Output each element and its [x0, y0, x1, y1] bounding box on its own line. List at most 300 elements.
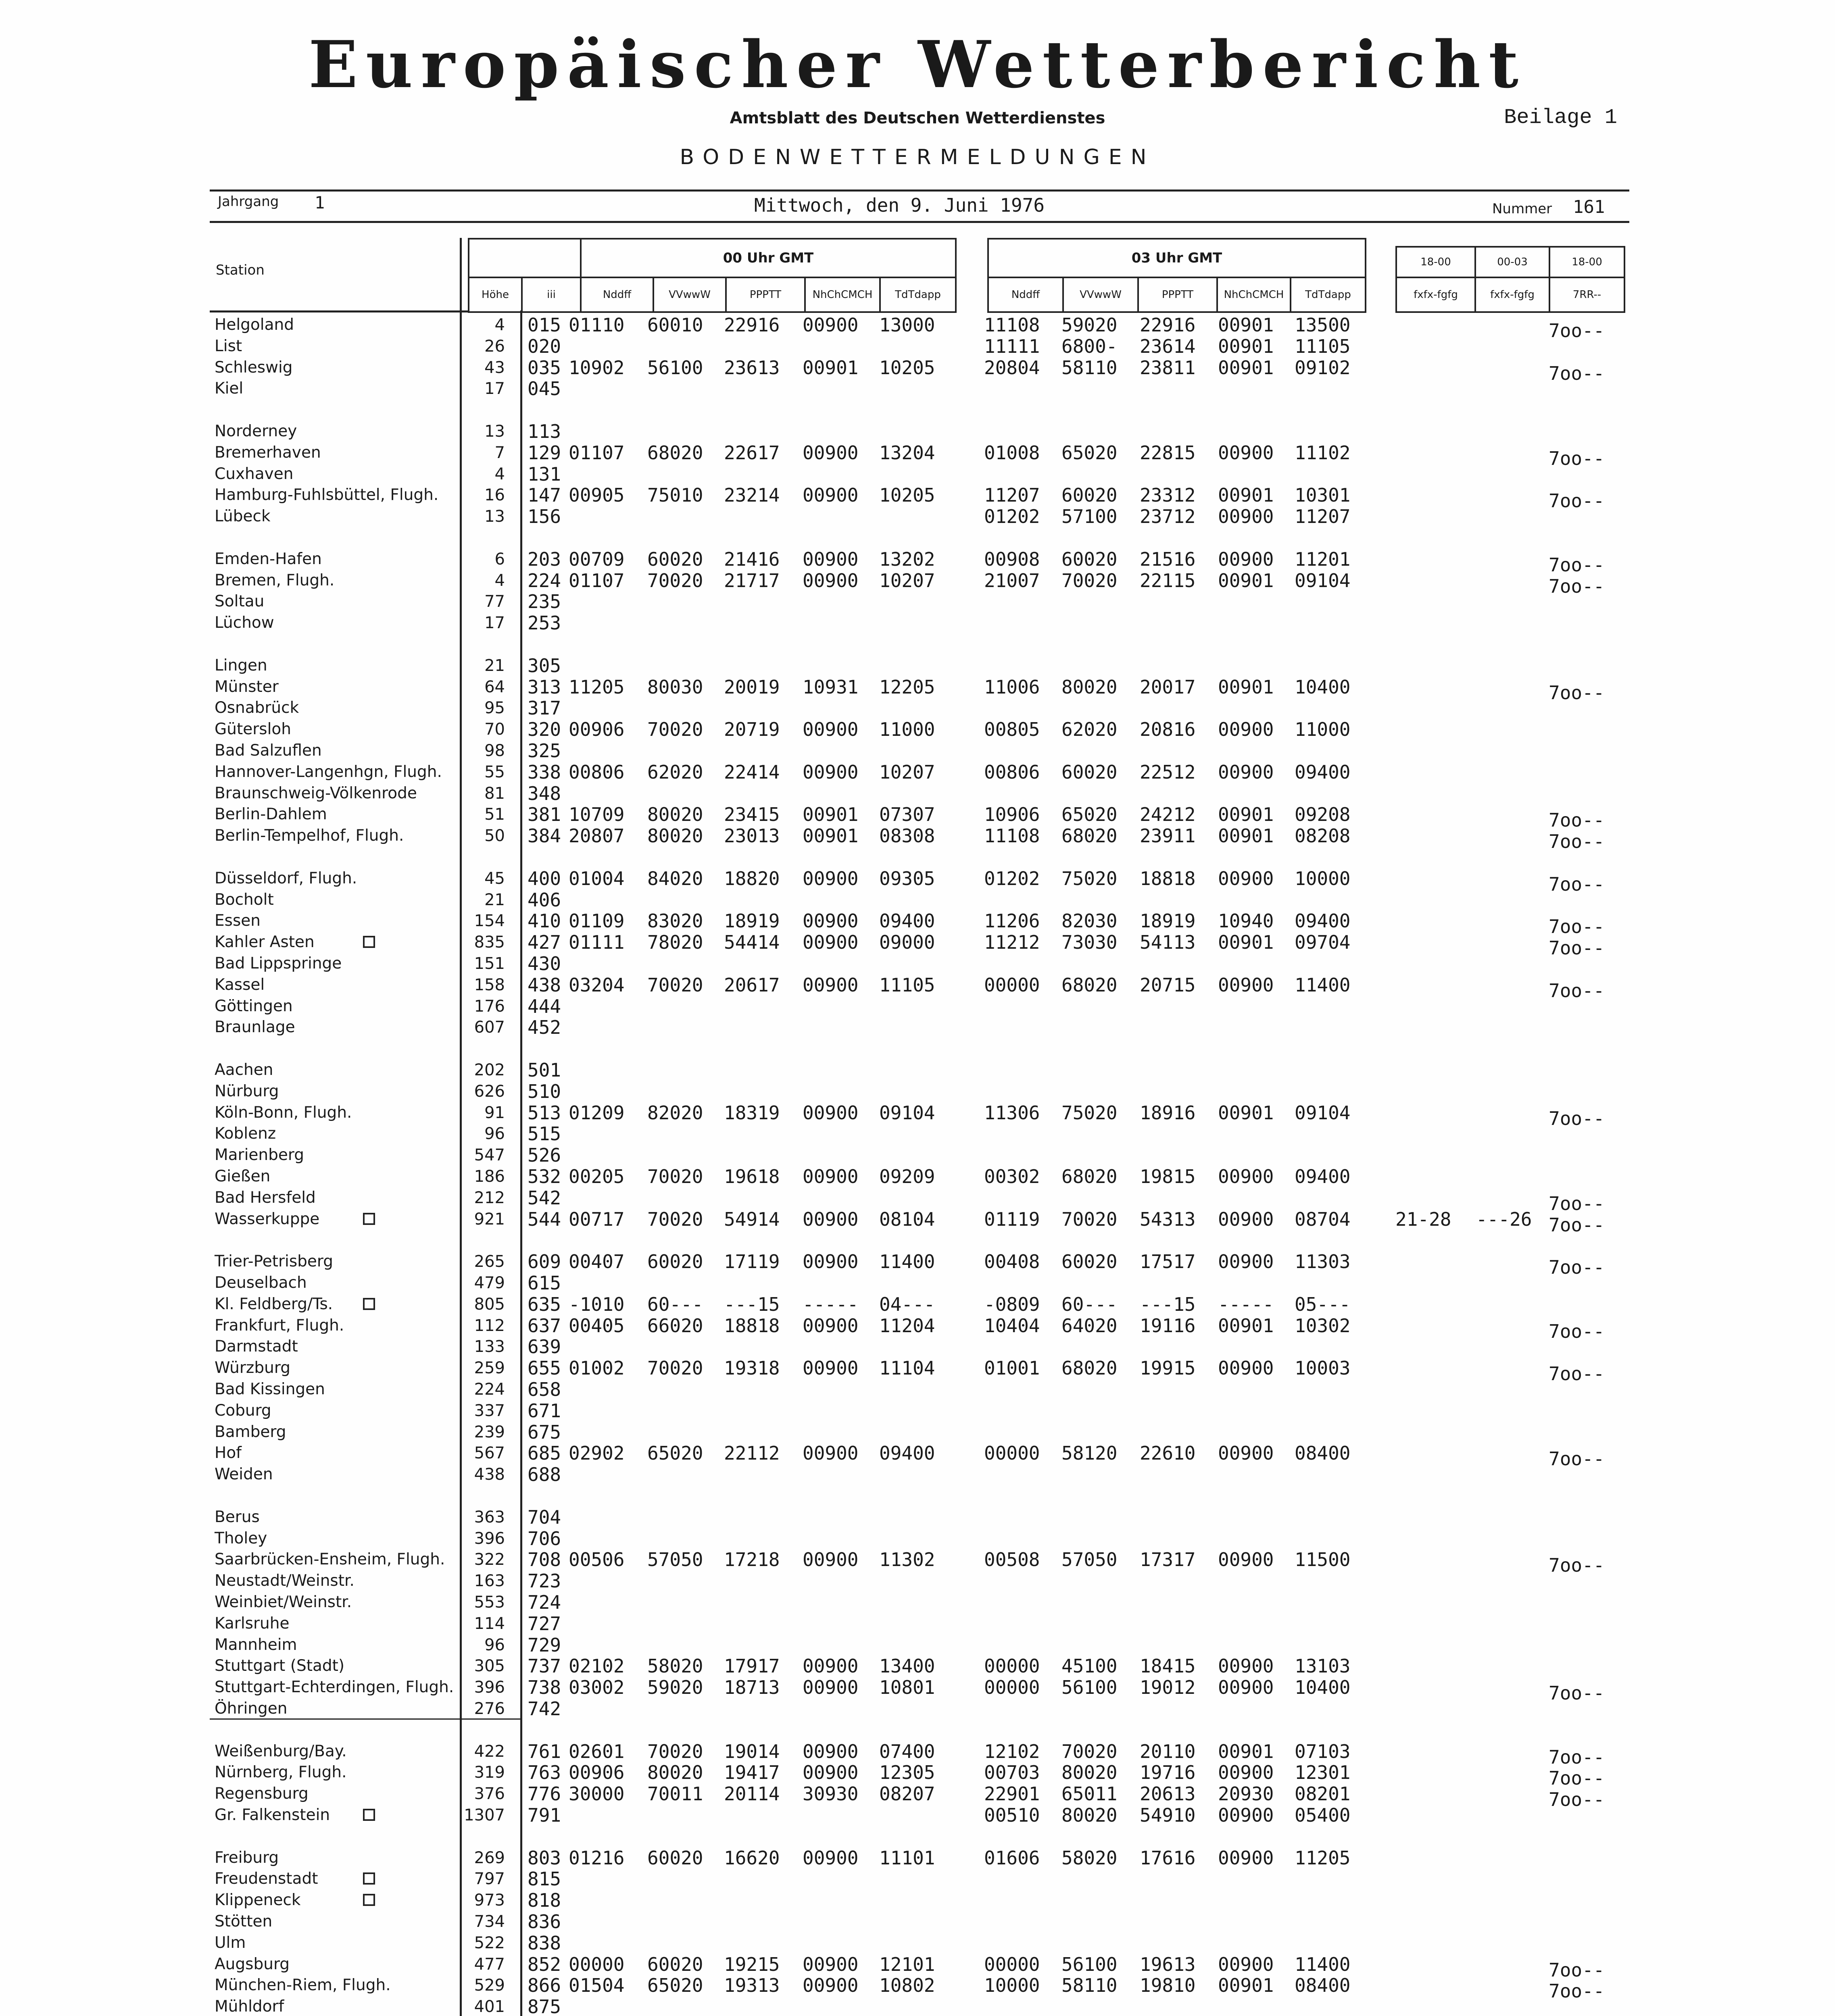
- obs-03-value: 23312: [1140, 484, 1196, 506]
- table-row: [0, 804, 1835, 831]
- obs-03-value: 01202: [984, 506, 1040, 528]
- obs-03-value: 11205: [1295, 1847, 1351, 1869]
- obs-00-value: 08308: [879, 825, 935, 847]
- mountain-station-icon: [363, 1894, 375, 1906]
- obs-03-value: 00000: [984, 974, 1040, 996]
- station-number: 655: [528, 1357, 561, 1379]
- obs-00-value: 11101: [879, 1847, 935, 1869]
- station-number: 410: [528, 910, 561, 932]
- obs-00-value: 23415: [724, 804, 780, 826]
- obs-03-value: 10302: [1295, 1314, 1351, 1337]
- obs-03-value: 08400: [1295, 1974, 1351, 1997]
- gust-00-value: ---26: [1476, 1208, 1532, 1230]
- obs-03-value: 00901: [1218, 484, 1274, 506]
- station-height: 224: [474, 1380, 505, 1399]
- obs-00-value: 80020: [647, 804, 703, 826]
- station-name: Klippeneck: [215, 1891, 301, 1910]
- obs-00-value: 01111: [569, 931, 625, 954]
- obs-00-value: 59020: [647, 1677, 703, 1699]
- table-row: [0, 1102, 1835, 1129]
- station-height: 376: [474, 1785, 505, 1804]
- table-row: [0, 825, 1835, 853]
- obs-03-value: 73030: [1061, 931, 1118, 954]
- station-height: 13: [484, 422, 505, 441]
- obs-00-value: 23013: [724, 825, 780, 847]
- obs-03-value: 00408: [984, 1251, 1040, 1273]
- obs-00-value: 01004: [569, 867, 625, 889]
- obs-00-value: 00906: [569, 719, 625, 741]
- table-row: [0, 953, 1835, 974]
- station-height: 422: [474, 1742, 505, 1761]
- station-height: 21: [484, 890, 505, 909]
- obs-03-value: 11105: [1295, 335, 1351, 357]
- obs-03-value: 20804: [984, 356, 1040, 379]
- obs-00-value: 00900: [803, 1677, 859, 1699]
- obs-03-value: 80020: [1061, 1762, 1118, 1784]
- obs-03-value: 12102: [984, 1740, 1040, 1762]
- obs-03-value: 12301: [1295, 1762, 1351, 1784]
- station-name: Düsseldorf, Flugh.: [215, 869, 357, 887]
- station-number: 113: [528, 421, 561, 442]
- station-number: 761: [528, 1740, 561, 1762]
- obs-00-value: 11204: [879, 1314, 935, 1337]
- obs-03-value: 00900: [1218, 442, 1274, 464]
- precip-value: 7oo--: [1549, 575, 1605, 597]
- station-height: 43: [484, 358, 505, 377]
- station-height: 626: [474, 1082, 505, 1101]
- obs-03-value: 00901: [1218, 1974, 1274, 1997]
- obs-03-value: 10940: [1218, 910, 1274, 932]
- obs-00-value: 18818: [724, 1314, 780, 1337]
- obs-03-value: 10400: [1295, 676, 1351, 698]
- obs-03-value: 00900: [1218, 1953, 1274, 1975]
- table-row: [0, 1656, 1835, 1677]
- station-name: Kl. Feldberg/Ts.: [215, 1295, 333, 1313]
- obs-03-value: 10000: [984, 1974, 1040, 1997]
- obs-03-value: 01202: [984, 867, 1040, 889]
- obs-03-value: 18916: [1140, 1102, 1196, 1124]
- obs-00-value: 08207: [879, 1783, 935, 1805]
- obs-03-value: 10000: [1295, 867, 1351, 889]
- station-name: Münster: [215, 677, 279, 696]
- station-number: 544: [528, 1208, 561, 1230]
- station-height: 805: [474, 1295, 505, 1314]
- precip-value: 7oo--: [1549, 1746, 1605, 1768]
- station-height: 835: [474, 933, 505, 952]
- jahrgang-label: Jahrgang: [218, 194, 279, 210]
- table-row: [0, 1974, 1835, 2002]
- station-number: 763: [528, 1762, 561, 1784]
- obs-00-value: 60010: [647, 314, 703, 336]
- obs-00-value: 21717: [724, 569, 780, 591]
- station-height: 259: [474, 1359, 505, 1378]
- col-sub-rr: 7RR--: [1549, 277, 1625, 313]
- station-number: 836: [528, 1911, 561, 1933]
- obs-03-value: 10301: [1295, 484, 1351, 506]
- station-height: 95: [484, 699, 505, 718]
- station-number: 637: [528, 1314, 561, 1337]
- obs-03-value: 09400: [1295, 1166, 1351, 1187]
- station-number: 729: [528, 1634, 561, 1656]
- station-name: Lingen: [215, 656, 267, 675]
- table-row: [0, 1890, 1835, 1911]
- obs-03-value: 09104: [1295, 1102, 1351, 1124]
- obs-00-value: 00900: [803, 1314, 859, 1337]
- obs-00-value: 11302: [879, 1549, 935, 1571]
- obs-00-value: 20019: [724, 676, 780, 698]
- station-number: 706: [528, 1527, 561, 1549]
- obs-03-value: 10404: [984, 1314, 1040, 1337]
- obs-00-value: 70020: [647, 1208, 703, 1230]
- obs-00-value: 09000: [879, 931, 935, 954]
- obs-00-value: 00205: [569, 1166, 625, 1187]
- station-number: 438: [528, 974, 561, 996]
- precip-value: 7oo--: [1549, 1363, 1605, 1385]
- obs-03-value: -0809: [984, 1293, 1040, 1315]
- obs-03-value: 23811: [1140, 356, 1196, 379]
- station-number: 452: [528, 1016, 561, 1039]
- obs-03-value: 60020: [1061, 484, 1118, 506]
- table-row: [0, 1933, 1835, 1954]
- station-height: 112: [474, 1316, 505, 1335]
- obs-00-value: 10207: [879, 761, 935, 783]
- obs-00-value: 00407: [569, 1251, 625, 1273]
- station-name: Hamburg-Fuhlsbüttel, Flugh.: [215, 486, 439, 504]
- station-name: Bad Lippspringe: [215, 954, 342, 973]
- col-00-pppt: PPPTT: [725, 277, 806, 313]
- station-number: 348: [528, 782, 561, 804]
- station-name: Augsburg: [215, 1955, 290, 1973]
- station-name: Nürburg: [215, 1082, 279, 1100]
- table-row: [0, 378, 1835, 399]
- obs-03-value: 00703: [984, 1762, 1040, 1784]
- station-height: 70: [484, 720, 505, 739]
- beilage-label: Beilage 1: [1504, 106, 1617, 129]
- table-row: [0, 1272, 1835, 1293]
- obs-00-value: 09104: [879, 1102, 935, 1124]
- station-name: Stuttgart-Echterdingen, Flugh.: [215, 1678, 454, 1697]
- col-03-vvwww: VVwwW: [1062, 277, 1139, 313]
- table-row: [0, 1592, 1835, 1613]
- table-row: [0, 1017, 1835, 1038]
- station-number: 513: [528, 1102, 561, 1124]
- obs-03-value: 10400: [1295, 1677, 1351, 1699]
- obs-00-value: 65020: [647, 1974, 703, 1997]
- obs-00-value: 65020: [647, 1442, 703, 1464]
- table-row: [0, 762, 1835, 783]
- nummer-label: Nummer: [1492, 201, 1552, 217]
- table-row: [0, 1379, 1835, 1400]
- obs-00-value: 54914: [724, 1208, 780, 1230]
- obs-03-value: 60020: [1061, 1251, 1118, 1273]
- obs-03-value: 09400: [1295, 910, 1351, 932]
- table-row: [0, 996, 1835, 1017]
- station-height: 64: [484, 677, 505, 696]
- obs-00-value: 00900: [803, 1251, 859, 1273]
- station-number: 635: [528, 1293, 561, 1315]
- station-number: 325: [528, 740, 561, 762]
- obs-03-value: 01606: [984, 1847, 1040, 1869]
- obs-03-value: 19810: [1140, 1974, 1196, 1997]
- station-height: 50: [484, 827, 505, 846]
- station-height: 55: [484, 762, 505, 781]
- precip-value: 7oo--: [1549, 1554, 1605, 1577]
- station-number: 253: [528, 612, 561, 634]
- obs-00-value: 00900: [803, 548, 859, 570]
- obs-03-value: 75020: [1061, 867, 1118, 889]
- table-row: [0, 1996, 1835, 2016]
- obs-03-value: 01008: [984, 442, 1040, 464]
- obs-00-value: 70020: [647, 569, 703, 591]
- station-number: 685: [528, 1442, 561, 1464]
- obs-00-value: 30000: [569, 1783, 625, 1805]
- obs-00-value: 10709: [569, 804, 625, 826]
- table-row: [0, 1847, 1835, 1868]
- obs-03-value: 65020: [1061, 804, 1118, 826]
- obs-00-value: 00900: [803, 1953, 859, 1975]
- obs-03-value: 11108: [984, 314, 1040, 336]
- station-number: 724: [528, 1591, 561, 1613]
- obs-00-value: 00900: [803, 484, 859, 506]
- obs-03-value: 18919: [1140, 910, 1196, 932]
- obs-03-value: 68020: [1061, 825, 1118, 847]
- table-row: [0, 1507, 1835, 1528]
- obs-03-value: 00901: [1218, 804, 1274, 826]
- obs-03-value: 54113: [1140, 931, 1196, 954]
- station-number: 791: [528, 1804, 561, 1826]
- obs-00-value: 11205: [569, 676, 625, 698]
- obs-00-value: 19417: [724, 1762, 780, 1784]
- station-number: 381: [528, 804, 561, 826]
- station-name: Bad Salzuflen: [215, 741, 322, 760]
- obs-03-value: 11111: [984, 335, 1040, 357]
- station-height: 479: [474, 1274, 505, 1292]
- station-name: Hannover-Langenhgn, Flugh.: [215, 762, 442, 781]
- section-title: BODENWETTERMELDUNGEN: [680, 145, 1155, 169]
- obs-03-value: 19116: [1140, 1314, 1196, 1337]
- obs-03-value: 00900: [1218, 1847, 1274, 1869]
- table-row: [0, 910, 1835, 938]
- table-row: [0, 442, 1835, 469]
- station-name: Würzburg: [215, 1359, 290, 1377]
- obs-00-value: 02902: [569, 1442, 625, 1464]
- table-row: [0, 1357, 1835, 1385]
- obs-03-value: 22815: [1140, 442, 1196, 464]
- table-row: [0, 612, 1835, 633]
- obs-00-value: 70020: [647, 719, 703, 741]
- obs-00-value: 19318: [724, 1357, 780, 1379]
- obs-00-value: 75010: [647, 484, 703, 506]
- obs-00-value: 01209: [569, 1102, 625, 1124]
- station-height: 77: [484, 592, 505, 611]
- table-row: [0, 421, 1835, 442]
- station-number: 704: [528, 1506, 561, 1528]
- obs-03-value: 57100: [1061, 506, 1118, 528]
- obs-03-value: 11108: [984, 825, 1040, 847]
- obs-00-value: 82020: [647, 1102, 703, 1124]
- issue-date: Mittwoch, den 9. Juni 1976: [754, 194, 1045, 216]
- obs-00-value: 09305: [879, 867, 935, 889]
- col-18-00-rr: 18-00: [1549, 246, 1625, 278]
- obs-00-value: 00900: [803, 1655, 859, 1677]
- station-name: Freudenstadt: [215, 1870, 318, 1888]
- station-name: Bad Kissingen: [215, 1380, 325, 1398]
- table-row: [0, 1336, 1835, 1357]
- station-name: Mannheim: [215, 1635, 297, 1654]
- obs-03-value: 10003: [1295, 1357, 1351, 1379]
- obs-00-value: 18820: [724, 867, 780, 889]
- obs-00-value: 60---: [647, 1293, 703, 1315]
- rule-top: [210, 190, 1629, 192]
- station-height: 133: [474, 1337, 505, 1356]
- station-number: 639: [528, 1336, 561, 1358]
- obs-03-value: 00900: [1218, 1251, 1274, 1273]
- obs-03-value: 00900: [1218, 1677, 1274, 1699]
- table-row: [0, 1442, 1835, 1470]
- station-name: Göttingen: [215, 997, 293, 1015]
- obs-03-value: 82030: [1061, 910, 1118, 932]
- station-number: 658: [528, 1379, 561, 1400]
- station-height: 438: [474, 1465, 505, 1484]
- station-name: Aachen: [215, 1061, 273, 1079]
- station-name: Norderney: [215, 422, 297, 440]
- table-row: [0, 1549, 1835, 1577]
- station-height: 21: [484, 656, 505, 675]
- obs-00-value: 00900: [803, 1847, 859, 1869]
- obs-00-value: 04---: [879, 1293, 935, 1315]
- station-height: 45: [484, 869, 505, 888]
- table-row: [0, 1464, 1835, 1485]
- station-number: 384: [528, 825, 561, 847]
- obs-00-value: 22414: [724, 761, 780, 783]
- obs-00-value: 56100: [647, 356, 703, 379]
- obs-03-value: 19815: [1140, 1166, 1196, 1187]
- station-name: Regensburg: [215, 1785, 309, 1803]
- obs-00-value: 20617: [724, 974, 780, 996]
- obs-00-value: 11105: [879, 974, 935, 996]
- obs-00-value: 57050: [647, 1549, 703, 1571]
- obs-00-value: 00905: [569, 484, 625, 506]
- table-row: [0, 1805, 1835, 1826]
- precip-value: 7oo--: [1549, 554, 1605, 576]
- obs-03-value: 08201: [1295, 1783, 1351, 1805]
- obs-03-value: 21516: [1140, 548, 1196, 570]
- station-number: 305: [528, 654, 561, 677]
- station-number: 818: [528, 1889, 561, 1912]
- obs-00-value: 00900: [803, 910, 859, 932]
- station-name: Saarbrücken-Ensheim, Flugh.: [215, 1550, 445, 1569]
- station-name: Stötten: [215, 1912, 273, 1931]
- station-name: München-Riem, Flugh.: [215, 1976, 391, 1995]
- obs-03-value: 00901: [1218, 1314, 1274, 1337]
- table-row: [0, 548, 1835, 576]
- obs-03-value: 20930: [1218, 1783, 1274, 1805]
- obs-00-value: 00901: [803, 825, 859, 847]
- station-height: 186: [474, 1167, 505, 1186]
- col-03-nhc: NhChCMCH: [1216, 277, 1291, 313]
- obs-00-value: 00900: [803, 867, 859, 889]
- obs-00-value: 23214: [724, 484, 780, 506]
- station-number: 406: [528, 889, 561, 911]
- obs-00-value: 16620: [724, 1847, 780, 1869]
- precip-value: 7oo--: [1549, 873, 1605, 895]
- obs-03-value: 24212: [1140, 804, 1196, 826]
- obs-00-value: 19014: [724, 1740, 780, 1762]
- station-number: 875: [528, 1996, 561, 2016]
- table-row: [0, 464, 1835, 485]
- obs-00-value: 13400: [879, 1655, 935, 1677]
- obs-00-value: 00405: [569, 1314, 625, 1337]
- table-row: [0, 931, 1835, 959]
- station-height: 921: [474, 1210, 505, 1229]
- obs-03-value: 11306: [984, 1102, 1040, 1124]
- obs-03-value: 23911: [1140, 825, 1196, 847]
- obs-00-value: 01107: [569, 569, 625, 591]
- station-name: Nürnberg, Flugh.: [215, 1763, 347, 1782]
- obs-03-value: 01001: [984, 1357, 1040, 1379]
- station-number: 526: [528, 1144, 561, 1166]
- obs-00-value: 00900: [803, 314, 859, 336]
- obs-03-value: 70020: [1061, 1208, 1118, 1230]
- obs-03-value: 00908: [984, 548, 1040, 570]
- obs-03-value: 09104: [1295, 569, 1351, 591]
- obs-03-value: 17317: [1140, 1549, 1196, 1571]
- mountain-station-icon: [363, 1298, 375, 1310]
- col-station: Station: [216, 262, 265, 278]
- obs-00-value: 00900: [803, 761, 859, 783]
- obs-00-value: 00900: [803, 1442, 859, 1464]
- obs-00-value: 13204: [879, 442, 935, 464]
- station-name: Marienberg: [215, 1146, 304, 1164]
- obs-00-value: 00900: [803, 974, 859, 996]
- station-name: Bremen, Flugh.: [215, 571, 335, 589]
- obs-03-value: 22115: [1140, 569, 1196, 591]
- obs-03-value: 65020: [1061, 442, 1118, 464]
- col-iii: iii: [521, 277, 582, 313]
- table-row: [0, 1422, 1835, 1443]
- precip-value: 7oo--: [1549, 1959, 1605, 1981]
- obs-03-value: 20715: [1140, 974, 1196, 996]
- table-row: [0, 1635, 1835, 1656]
- obs-00-value: 00900: [803, 1762, 859, 1784]
- obs-03-value: 09208: [1295, 804, 1351, 826]
- precip-value: 7oo--: [1549, 490, 1605, 512]
- col-00-nddff: Nddff: [580, 277, 654, 313]
- obs-00-value: 19215: [724, 1953, 780, 1975]
- station-number: 838: [528, 1932, 561, 1954]
- obs-03-value: 09400: [1295, 761, 1351, 783]
- obs-03-value: 11400: [1295, 1953, 1351, 1975]
- obs-03-value: 00901: [1218, 1102, 1274, 1124]
- station-height: 96: [484, 1635, 505, 1654]
- obs-03-value: 19613: [1140, 1953, 1196, 1975]
- precip-value: 7oo--: [1549, 1682, 1605, 1704]
- obs-00-value: 00806: [569, 761, 625, 783]
- col-18-00: 18-00: [1395, 246, 1476, 278]
- obs-00-value: 07400: [879, 1740, 935, 1762]
- obs-03-value: 17517: [1140, 1251, 1196, 1273]
- obs-00-value: 84020: [647, 867, 703, 889]
- publication-title: Europäischer Wetterbericht: [309, 27, 1526, 102]
- station-name: Deuselbach: [215, 1274, 307, 1292]
- station-height: 13: [484, 507, 505, 526]
- station-number: 866: [528, 1974, 561, 1997]
- obs-03-value: 00805: [984, 719, 1040, 741]
- station-height: 26: [484, 337, 505, 356]
- obs-00-value: 00900: [803, 569, 859, 591]
- table-row: [0, 889, 1835, 910]
- table-row: [0, 1613, 1835, 1634]
